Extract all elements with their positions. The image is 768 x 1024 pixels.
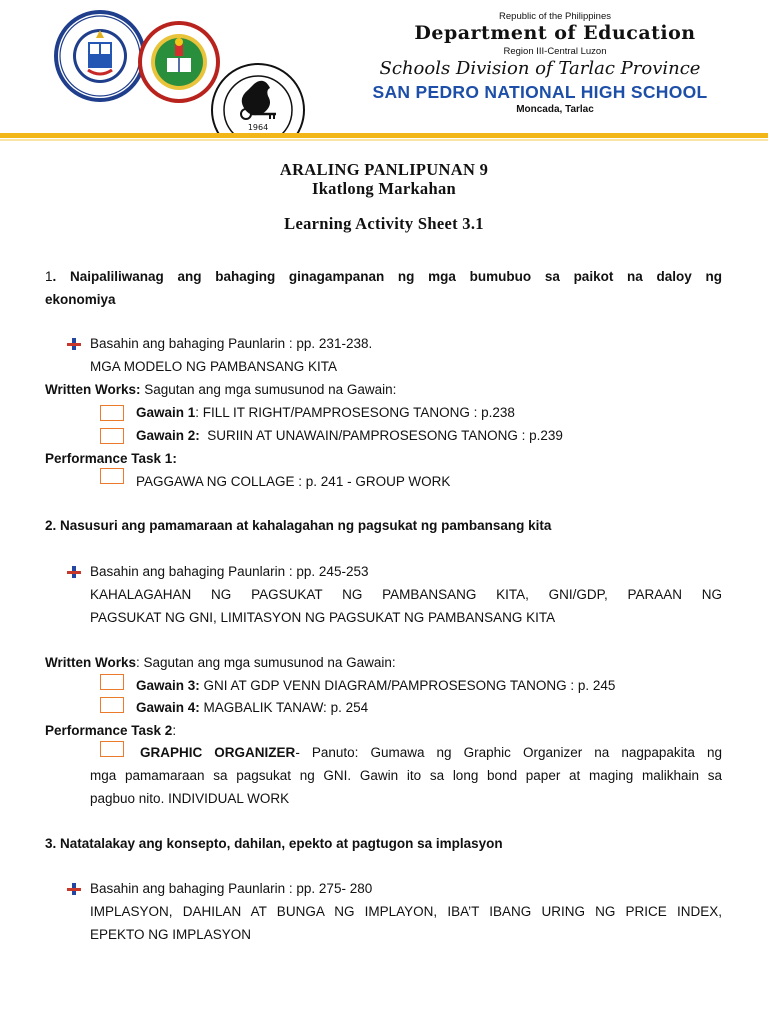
section2-topic-line1: KAHALAGAHAN NG PAGSUKAT NG PAMBANSANG KITA, GNI/GDP, PARAAN NG — [90, 587, 722, 602]
performance-task1-checkbox[interactable] — [100, 468, 124, 484]
section2-ww-label: Written Works — [45, 655, 137, 670]
section1-written-works — [45, 378, 396, 401]
school-seal-year: 1964 — [247, 123, 269, 132]
section1-number: 1 — [45, 269, 53, 284]
republic-label: Republic of the Philippines — [499, 11, 611, 22]
section2-read: Basahin ang bahaging Paunlarin : pp. 245-253 — [90, 564, 369, 579]
header-divider-light — [0, 139, 768, 141]
gawain1-checkbox[interactable] — [100, 405, 124, 421]
graphic-organizer-label: GRAPHIC ORGANIZER — [140, 745, 296, 760]
graphic-organizer-line2: mga pamamaraan sa pagsukat ng GNI. Gawin ito sa long bond paper at maging malikhain sa — [90, 768, 722, 783]
graphic-organizer-line3: pagbuo nito. INDIVIDUAL WORK — [90, 791, 290, 806]
quarter-title: Ikatlong Markahan — [311, 179, 456, 198]
graphic-organizer-line1 — [140, 741, 722, 764]
gawain2-label: Gawain 2: — [136, 428, 200, 443]
arrow-bullet-icon — [67, 566, 81, 578]
section2-topic-line2: PAGSUKAT NG GNI, LIMITASYON NG PAGSUKAT NG PAMBANSANG KITA — [90, 610, 556, 625]
section2-ww-text: : Sagutan ang mga sumusunod na Gawain: — [136, 655, 396, 670]
performance-task1-label: Performance Task 1: — [45, 451, 177, 466]
section1-heading — [45, 265, 722, 288]
deped-seal-logo — [52, 8, 148, 104]
section1-topic: MGA MODELO NG PAMBANSANG KITA — [90, 359, 338, 374]
graphic-organizer-text1: - Panuto: Gumawa ng Graphic Organizer na nagpapakita ng — [295, 745, 722, 760]
arrow-bullet-icon — [67, 883, 81, 895]
gawain4-text: MAGBALIK TANAW: p. 254 — [199, 700, 369, 715]
department-title: Department of Education — [414, 22, 696, 44]
section1-heading-line2: ekonomiya — [45, 292, 116, 307]
header-divider — [0, 133, 768, 138]
gawain3-checkbox[interactable] — [100, 674, 124, 690]
section3-topic-line2: EPEKTO NG IMPLASYON — [90, 927, 252, 942]
gawain2-text: SURIIN AT UNAWAIN/PAMPROSESONG TANONG : p.239 — [199, 428, 563, 443]
section3-topic-line1: IMPLASYON, DAHILAN AT BUNGA NG IMPLAYON, IBA’T IBANG URING NG PRICE INDEX, — [90, 904, 722, 919]
section3-read: Basahin ang bahaging Paunlarin : pp. 275- 280 — [90, 881, 373, 896]
section1-heading-line1: . Naipaliliwanag ang bahaging ginagampanan ng mga bumubuo sa paikot na daloy ng — [52, 269, 722, 284]
section3-heading: 3. Natatalakay ang konsepto, dahilan, epekto at pagtugon sa implasyon — [45, 836, 503, 851]
school-seal-logo — [210, 62, 306, 136]
arrow-bullet-icon — [67, 338, 81, 350]
division-seal-logo — [137, 20, 221, 104]
town-label: Moncada, Tarlac — [516, 104, 594, 115]
sheet-title: Learning Activity Sheet 3.1 — [284, 214, 484, 233]
section2-heading: 2. Nasusuri ang pamamaraan at kahalagahan ng pagsukat ng pambansang kita — [45, 518, 552, 533]
performance-task2-label-text: Performance Task 2 — [45, 723, 173, 738]
region-label: Region III-Central Luzon — [503, 46, 607, 57]
performance-task2-colon: : — [172, 723, 177, 738]
division-title: Schools Division of Tarlac Province — [379, 58, 701, 79]
graphic-organizer-checkbox[interactable] — [100, 741, 124, 757]
gawain3-item — [136, 674, 615, 697]
school-name: SAN PEDRO NATIONAL HIGH SCHOOL — [372, 82, 708, 102]
subject-title: ARALING PANLIPUNAN 9 — [279, 160, 489, 179]
section1-read: Basahin ang bahaging Paunlarin : pp. 231-238. — [90, 336, 373, 351]
gawain1-text: : FILL IT RIGHT/PAMPROSESONG TANONG : p.238 — [195, 405, 515, 420]
gawain3-text: GNI AT GDP VENN DIAGRAM/PAMPROSESONG TANONG : p. 245 — [199, 678, 616, 693]
gawain4-checkbox[interactable] — [100, 697, 124, 713]
performance-task1-text: PAGGAWA NG COLLAGE : p. 241 - GROUP WORK — [136, 474, 451, 489]
gawain4-label: Gawain 4: — [136, 700, 200, 715]
gawain2-checkbox[interactable] — [100, 428, 124, 444]
gawain1-label: Gawain 1 — [136, 405, 196, 420]
gawain2-item — [136, 424, 563, 447]
section1-ww-text: Sagutan ang mga sumusunod na Gawain: — [140, 382, 397, 397]
gawain3-label: Gawain 3: — [136, 678, 200, 693]
section2-written-works — [45, 651, 396, 674]
section1-ww-label: Written Works: — [45, 382, 141, 397]
performance-task2-label — [45, 719, 176, 742]
gawain1-item — [136, 401, 515, 424]
gawain4-item — [136, 696, 368, 719]
